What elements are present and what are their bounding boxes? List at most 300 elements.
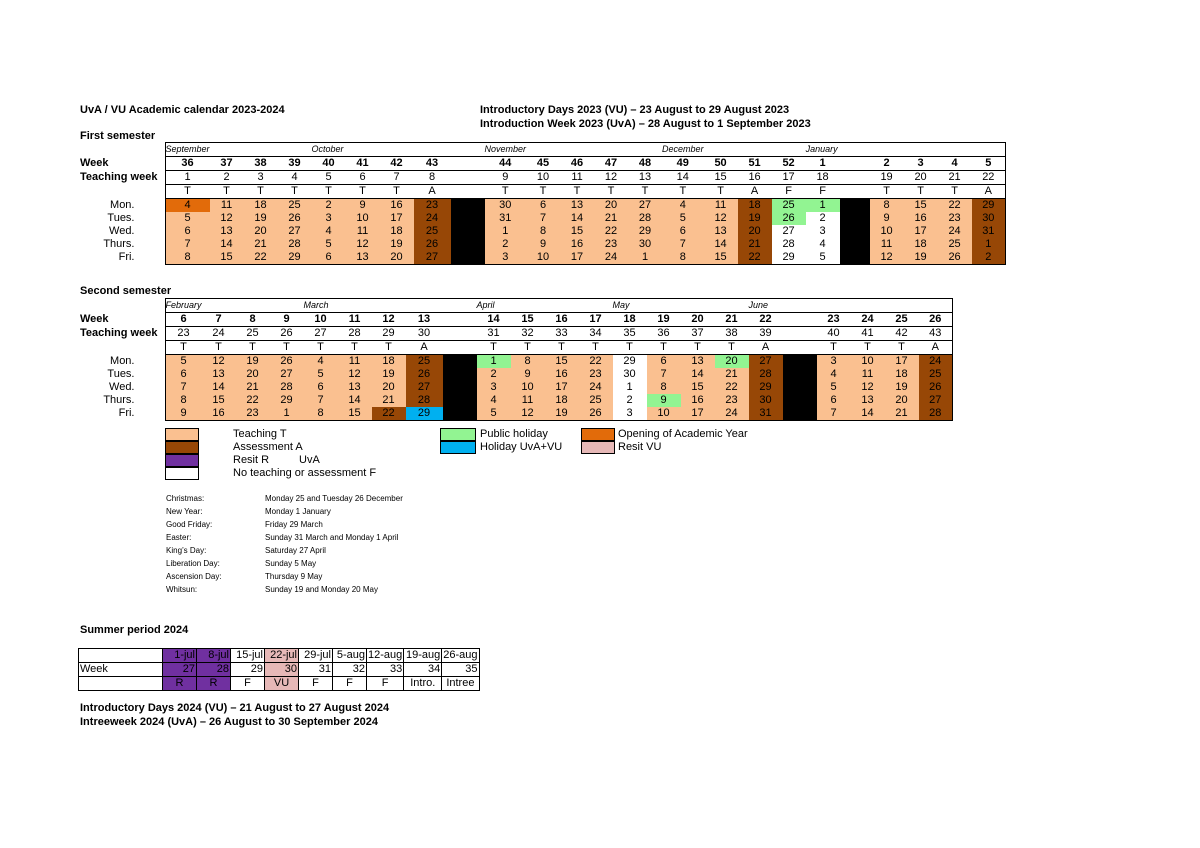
date-cell: 16: [545, 368, 579, 381]
date-cell: 25: [406, 355, 443, 369]
summer-date: 15-jul: [231, 649, 265, 663]
date-cell: 27: [278, 225, 312, 238]
date-cell: [443, 394, 477, 407]
date-cell: 4: [477, 394, 511, 407]
type-cell: [451, 185, 485, 199]
date-cell: 31: [485, 212, 527, 225]
teaching-week-cell: 23: [165, 327, 202, 341]
teaching-week-cell: 29: [372, 327, 406, 341]
date-cell: 15: [704, 251, 738, 265]
teaching-week-cell: 20: [904, 171, 938, 185]
date-cell: 21: [738, 238, 772, 251]
type-cell: T: [165, 185, 210, 199]
date-cell: 14: [681, 368, 715, 381]
week-number-cell: 14: [477, 313, 511, 327]
type-cell: A: [919, 341, 953, 355]
week-number-cell: 43: [414, 157, 451, 171]
date-cell: 13: [560, 199, 594, 213]
legend-public-holiday: Public holiday: [480, 428, 548, 440]
date-cell: 27: [414, 251, 451, 265]
date-cell: [443, 381, 477, 394]
date-cell: 26: [919, 381, 953, 394]
teaching-week-cell: 37: [681, 327, 715, 341]
date-cell: 9: [346, 199, 380, 213]
type-cell: F: [806, 185, 840, 199]
week-number-cell: 20: [681, 313, 715, 327]
holiday-date: Sunday 19 and Monday 20 May: [265, 585, 378, 594]
date-cell: 8: [165, 251, 210, 265]
teaching-week-cell: 22: [972, 171, 1006, 185]
date-cell: 10: [511, 381, 545, 394]
date-cell: 13: [210, 225, 244, 238]
week-number-cell: 12: [372, 313, 406, 327]
date-cell: 21: [244, 238, 278, 251]
month-label: June: [749, 299, 783, 313]
date-cell: 20: [244, 225, 278, 238]
date-cell: [783, 355, 817, 369]
teaching-week-cell: 17: [772, 171, 806, 185]
date-cell: 29: [406, 407, 443, 421]
teaching-week-cell: 40: [817, 327, 851, 341]
date-cell: 28: [772, 238, 806, 251]
date-cell: 19: [236, 355, 270, 369]
date-cell: 3: [485, 251, 527, 265]
teaching-week-cell: 25: [236, 327, 270, 341]
week-number-cell: 24: [851, 313, 885, 327]
teaching-week-cell: 32: [511, 327, 545, 341]
date-cell: 11: [511, 394, 545, 407]
week-number-cell: 2: [870, 157, 904, 171]
teaching-week-cell: 26: [270, 327, 304, 341]
teaching-week-cell: 16: [738, 171, 772, 185]
week-number-cell: 9: [270, 313, 304, 327]
date-cell: 8: [526, 225, 560, 238]
date-cell: [840, 251, 870, 265]
day-row: [80, 251, 1006, 265]
date-cell: 20: [738, 225, 772, 238]
teaching-week-cell: 30: [406, 327, 443, 341]
date-cell: 11: [704, 199, 738, 213]
teaching-week-cell: 39: [749, 327, 783, 341]
date-cell: 19: [738, 212, 772, 225]
teaching-week-cell: 34: [579, 327, 613, 341]
date-cell: 28: [628, 212, 662, 225]
date-cell: 26: [772, 212, 806, 225]
week-number-cell: 48: [628, 157, 662, 171]
date-cell: 13: [338, 381, 372, 394]
day-row: [80, 407, 953, 421]
summer-type: F: [299, 677, 333, 691]
teaching-week-cell: [783, 327, 817, 341]
legend-resit: Resit R: [233, 454, 270, 466]
date-cell: 21: [236, 381, 270, 394]
legend-no-teaching: No teaching or assessment F: [233, 467, 377, 479]
date-cell: [443, 368, 477, 381]
holiday-date: Sunday 31 March and Monday 1 April: [265, 533, 399, 542]
holiday-date: Saturday 27 April: [265, 546, 326, 555]
summer-date: 5-aug: [333, 649, 367, 663]
week-number-cell: [443, 313, 477, 327]
date-cell: 22: [579, 355, 613, 369]
date-cell: 22: [244, 251, 278, 265]
date-cell: 27: [406, 381, 443, 394]
type-cell: F: [772, 185, 806, 199]
type-cell: T: [236, 341, 270, 355]
week-number-cell: 17: [579, 313, 613, 327]
type-cell: T: [817, 341, 851, 355]
teaching-week-cell: 12: [594, 171, 628, 185]
date-cell: 4: [304, 355, 338, 369]
date-cell: 12: [338, 368, 372, 381]
date-cell: 8: [511, 355, 545, 369]
day-row: [80, 238, 1006, 251]
day-label: Mon.: [110, 198, 135, 211]
teaching-week-cell: 8: [414, 171, 451, 185]
date-cell: 26: [414, 238, 451, 251]
type-cell: A: [972, 185, 1006, 199]
teaching-week-cell: 10: [526, 171, 560, 185]
date-cell: 8: [870, 199, 904, 213]
type-cell: T: [244, 185, 278, 199]
date-cell: 7: [526, 212, 560, 225]
date-cell: 12: [202, 355, 236, 369]
teaching-week-cell: 6: [346, 171, 380, 185]
day-row: [80, 199, 1006, 213]
date-cell: 2: [613, 394, 647, 407]
week-number-cell: 25: [885, 313, 919, 327]
legend-resit-uva: UvA: [299, 454, 320, 466]
date-cell: 4: [806, 238, 840, 251]
summer-date: 12-aug: [368, 649, 403, 661]
type-cell: T: [579, 341, 613, 355]
date-cell: 24: [938, 225, 972, 238]
date-cell: [443, 407, 477, 421]
type-cell: T: [851, 341, 885, 355]
date-cell: 1: [477, 355, 511, 369]
day-label: Fri.: [118, 407, 135, 420]
summer-week: 34: [404, 663, 442, 677]
summer-week: 29: [231, 663, 265, 677]
week-number-cell: 46: [560, 157, 594, 171]
date-cell: 18: [380, 225, 414, 238]
date-cell: 19: [244, 212, 278, 225]
date-cell: 1: [628, 251, 662, 265]
type-cell: A: [738, 185, 772, 199]
date-cell: 29: [613, 355, 647, 369]
holiday-name: Ascension Day:: [166, 572, 222, 581]
date-cell: 23: [414, 199, 451, 213]
week-number-cell: 22: [749, 313, 783, 327]
legend-teaching: Teaching T: [233, 428, 287, 440]
week-number-cell: 8: [236, 313, 270, 327]
week-number-cell: 7: [202, 313, 236, 327]
date-cell: 12: [704, 212, 738, 225]
teaching-week-cell: 21: [938, 171, 972, 185]
holiday-date: Thursday 9 May: [265, 572, 323, 581]
date-cell: 23: [594, 238, 628, 251]
date-cell: 6: [312, 251, 346, 265]
date-cell: 16: [904, 212, 938, 225]
date-cell: 6: [304, 381, 338, 394]
date-cell: 28: [270, 381, 304, 394]
type-cell: T: [647, 341, 681, 355]
date-cell: 10: [647, 407, 681, 421]
type-cell: T: [511, 341, 545, 355]
date-cell: 15: [338, 407, 372, 421]
date-cell: 24: [579, 381, 613, 394]
intreeweek-2024: Intreeweek 2024 (UvA) – 26 August to 30 September 2024: [80, 716, 378, 728]
date-cell: 2: [806, 212, 840, 225]
month-label: February: [165, 299, 202, 313]
date-cell: 26: [938, 251, 972, 265]
summer-type: R: [197, 677, 231, 691]
first-semester-heading: First semester: [80, 130, 156, 142]
week-number-cell: 41: [346, 157, 380, 171]
date-cell: 19: [380, 238, 414, 251]
month-label: September: [165, 143, 210, 157]
date-cell: 30: [628, 238, 662, 251]
date-cell: 21: [372, 394, 406, 407]
teaching-week-cell: 3: [244, 171, 278, 185]
date-cell: 18: [244, 199, 278, 213]
summer-week-label: Week: [79, 663, 163, 677]
date-cell: [840, 225, 870, 238]
teaching-week-cell: 7: [380, 171, 414, 185]
month-label: November: [485, 143, 527, 157]
summer-type: F: [367, 677, 404, 691]
summer-date-row: [79, 649, 480, 663]
legend-swatch-resit-vu: [581, 441, 615, 454]
date-cell: 26: [579, 407, 613, 421]
calendar-title: UvA / VU Academic calendar 2023-2024: [80, 104, 285, 116]
date-cell: 27: [270, 368, 304, 381]
date-cell: 14: [210, 238, 244, 251]
date-cell: 13: [704, 225, 738, 238]
date-cell: 12: [210, 212, 244, 225]
date-cell: 21: [594, 212, 628, 225]
legend-resit-vu: Resit VU: [618, 441, 662, 453]
type-cell: T: [372, 341, 406, 355]
date-cell: 17: [560, 251, 594, 265]
legend-swatch-teaching: [165, 428, 199, 441]
date-cell: 24: [919, 355, 953, 369]
week-number-label: Week: [80, 157, 109, 169]
teaching-week-cell: 24: [202, 327, 236, 341]
week-number-cell: 19: [647, 313, 681, 327]
holiday-name: Whitsun:: [166, 585, 198, 594]
date-cell: 5: [312, 238, 346, 251]
date-cell: 27: [772, 225, 806, 238]
date-cell: 5: [304, 368, 338, 381]
day-label: Tues.: [107, 368, 135, 380]
date-cell: 27: [628, 199, 662, 213]
week-number-cell: 38: [244, 157, 278, 171]
month-label: May: [613, 299, 647, 313]
type-cell: T: [477, 341, 511, 355]
teaching-week-cell: 14: [662, 171, 704, 185]
date-cell: 23: [579, 368, 613, 381]
summer-heading: Summer period 2024: [80, 624, 189, 636]
date-cell: 27: [749, 355, 783, 369]
holiday-name: Christmas:: [166, 494, 205, 503]
date-cell: 14: [202, 381, 236, 394]
date-cell: 19: [545, 407, 579, 421]
month-label: January: [806, 143, 840, 157]
date-cell: 15: [210, 251, 244, 265]
day-row: [80, 368, 953, 381]
date-cell: 10: [526, 251, 560, 265]
date-cell: 11: [210, 199, 244, 213]
date-cell: 29: [278, 251, 312, 265]
type-cell: T: [594, 185, 628, 199]
type-cell: T: [165, 341, 202, 355]
day-row: [80, 225, 1006, 238]
date-cell: 22: [594, 225, 628, 238]
date-cell: 16: [560, 238, 594, 251]
date-cell: 16: [380, 199, 414, 213]
date-cell: 21: [885, 407, 919, 421]
summer-week: 28: [197, 663, 231, 677]
legend-assessment: Assessment A: [233, 441, 303, 453]
week-number-cell: 42: [380, 157, 414, 171]
day-row: [80, 355, 953, 369]
date-cell: 18: [904, 238, 938, 251]
summer-week: 30: [265, 663, 299, 677]
date-cell: 18: [738, 199, 772, 213]
teaching-week-cell: 38: [715, 327, 749, 341]
week-number-cell: 40: [312, 157, 346, 171]
date-cell: 20: [715, 355, 749, 369]
date-cell: 30: [613, 368, 647, 381]
teaching-week-label: Teaching week: [80, 171, 158, 183]
type-cell: A: [749, 341, 783, 355]
date-cell: 20: [236, 368, 270, 381]
teaching-week-cell: 5: [312, 171, 346, 185]
holiday-date: Monday 25 and Tuesday 26 December: [265, 494, 403, 503]
week-number-cell: 23: [817, 313, 851, 327]
date-cell: 2: [485, 238, 527, 251]
date-cell: [840, 212, 870, 225]
week-number-cell: 47: [594, 157, 628, 171]
day-row: [80, 212, 1006, 225]
date-cell: 14: [851, 407, 885, 421]
summer-week: 33: [367, 663, 404, 677]
week-number-cell: 16: [545, 313, 579, 327]
date-cell: 13: [681, 355, 715, 369]
legend-swatch-public-holiday: [440, 428, 476, 441]
date-cell: 17: [380, 212, 414, 225]
date-cell: 15: [202, 394, 236, 407]
date-cell: 7: [662, 238, 704, 251]
date-cell: 1: [806, 199, 840, 213]
date-cell: 14: [704, 238, 738, 251]
date-cell: 9: [165, 407, 202, 421]
type-cell: T: [885, 341, 919, 355]
date-cell: 6: [526, 199, 560, 213]
date-cell: [840, 199, 870, 213]
intro-days-2023: Introductory Days 2023 (VU) – 23 August to 29 August 2023: [480, 104, 790, 116]
legend-holiday-both: Holiday UvA+VU: [480, 441, 563, 453]
date-cell: 26: [406, 368, 443, 381]
week-number-cell: 10: [304, 313, 338, 327]
type-cell: T: [681, 341, 715, 355]
summer-table: [78, 648, 480, 691]
date-cell: 24: [594, 251, 628, 265]
first-semester-table: [80, 142, 1006, 265]
summer-week: 35: [442, 663, 479, 677]
date-cell: 2: [477, 368, 511, 381]
teaching-week-cell: 15: [704, 171, 738, 185]
date-cell: 25: [938, 238, 972, 251]
date-cell: 2: [312, 199, 346, 213]
teaching-week-cell: 41: [851, 327, 885, 341]
type-cell: T: [938, 185, 972, 199]
date-cell: 1: [972, 238, 1006, 251]
teaching-week-cell: 2: [210, 171, 244, 185]
date-cell: 11: [338, 355, 372, 369]
date-cell: 25: [579, 394, 613, 407]
type-cell: T: [613, 341, 647, 355]
day-label: Wed.: [109, 381, 135, 393]
date-cell: 22: [372, 407, 406, 421]
type-cell: T: [485, 185, 527, 199]
summer-type-row: [79, 677, 480, 691]
date-cell: 20: [380, 251, 414, 265]
date-cell: [451, 238, 485, 251]
teaching-week-cell: 4: [278, 171, 312, 185]
date-cell: 24: [414, 212, 451, 225]
week-number-cell: 18: [613, 313, 647, 327]
date-cell: [451, 212, 485, 225]
date-cell: 23: [938, 212, 972, 225]
type-cell: [443, 341, 477, 355]
type-cell: T: [870, 185, 904, 199]
date-cell: 29: [972, 199, 1006, 213]
date-cell: [783, 381, 817, 394]
summer-date: 8-jul: [197, 649, 231, 663]
date-cell: 8: [165, 394, 202, 407]
date-cell: 7: [304, 394, 338, 407]
date-cell: 7: [647, 368, 681, 381]
date-cell: [840, 238, 870, 251]
teaching-week-cell: 43: [919, 327, 953, 341]
teaching-week-cell: 36: [647, 327, 681, 341]
summer-type: F: [231, 677, 265, 691]
date-cell: 22: [236, 394, 270, 407]
holiday-name: King’s Day:: [166, 546, 207, 555]
date-cell: 29: [749, 381, 783, 394]
week-number-cell: 36: [165, 157, 210, 171]
type-cell: T: [202, 341, 236, 355]
teaching-week-cell: 33: [545, 327, 579, 341]
date-cell: 19: [885, 381, 919, 394]
teaching-week-cell: 19: [870, 171, 904, 185]
date-cell: 8: [647, 381, 681, 394]
type-cell: T: [346, 185, 380, 199]
date-cell: 12: [511, 407, 545, 421]
date-cell: 11: [870, 238, 904, 251]
teaching-week-cell: 42: [885, 327, 919, 341]
type-cell: T: [278, 185, 312, 199]
summer-date: 29-jul: [299, 649, 333, 663]
date-cell: 18: [545, 394, 579, 407]
week-number-cell: [840, 157, 870, 171]
date-cell: [451, 225, 485, 238]
date-cell: 12: [346, 238, 380, 251]
holiday-name: New Year:: [166, 507, 203, 516]
month-label: December: [662, 143, 704, 157]
date-cell: 29: [628, 225, 662, 238]
